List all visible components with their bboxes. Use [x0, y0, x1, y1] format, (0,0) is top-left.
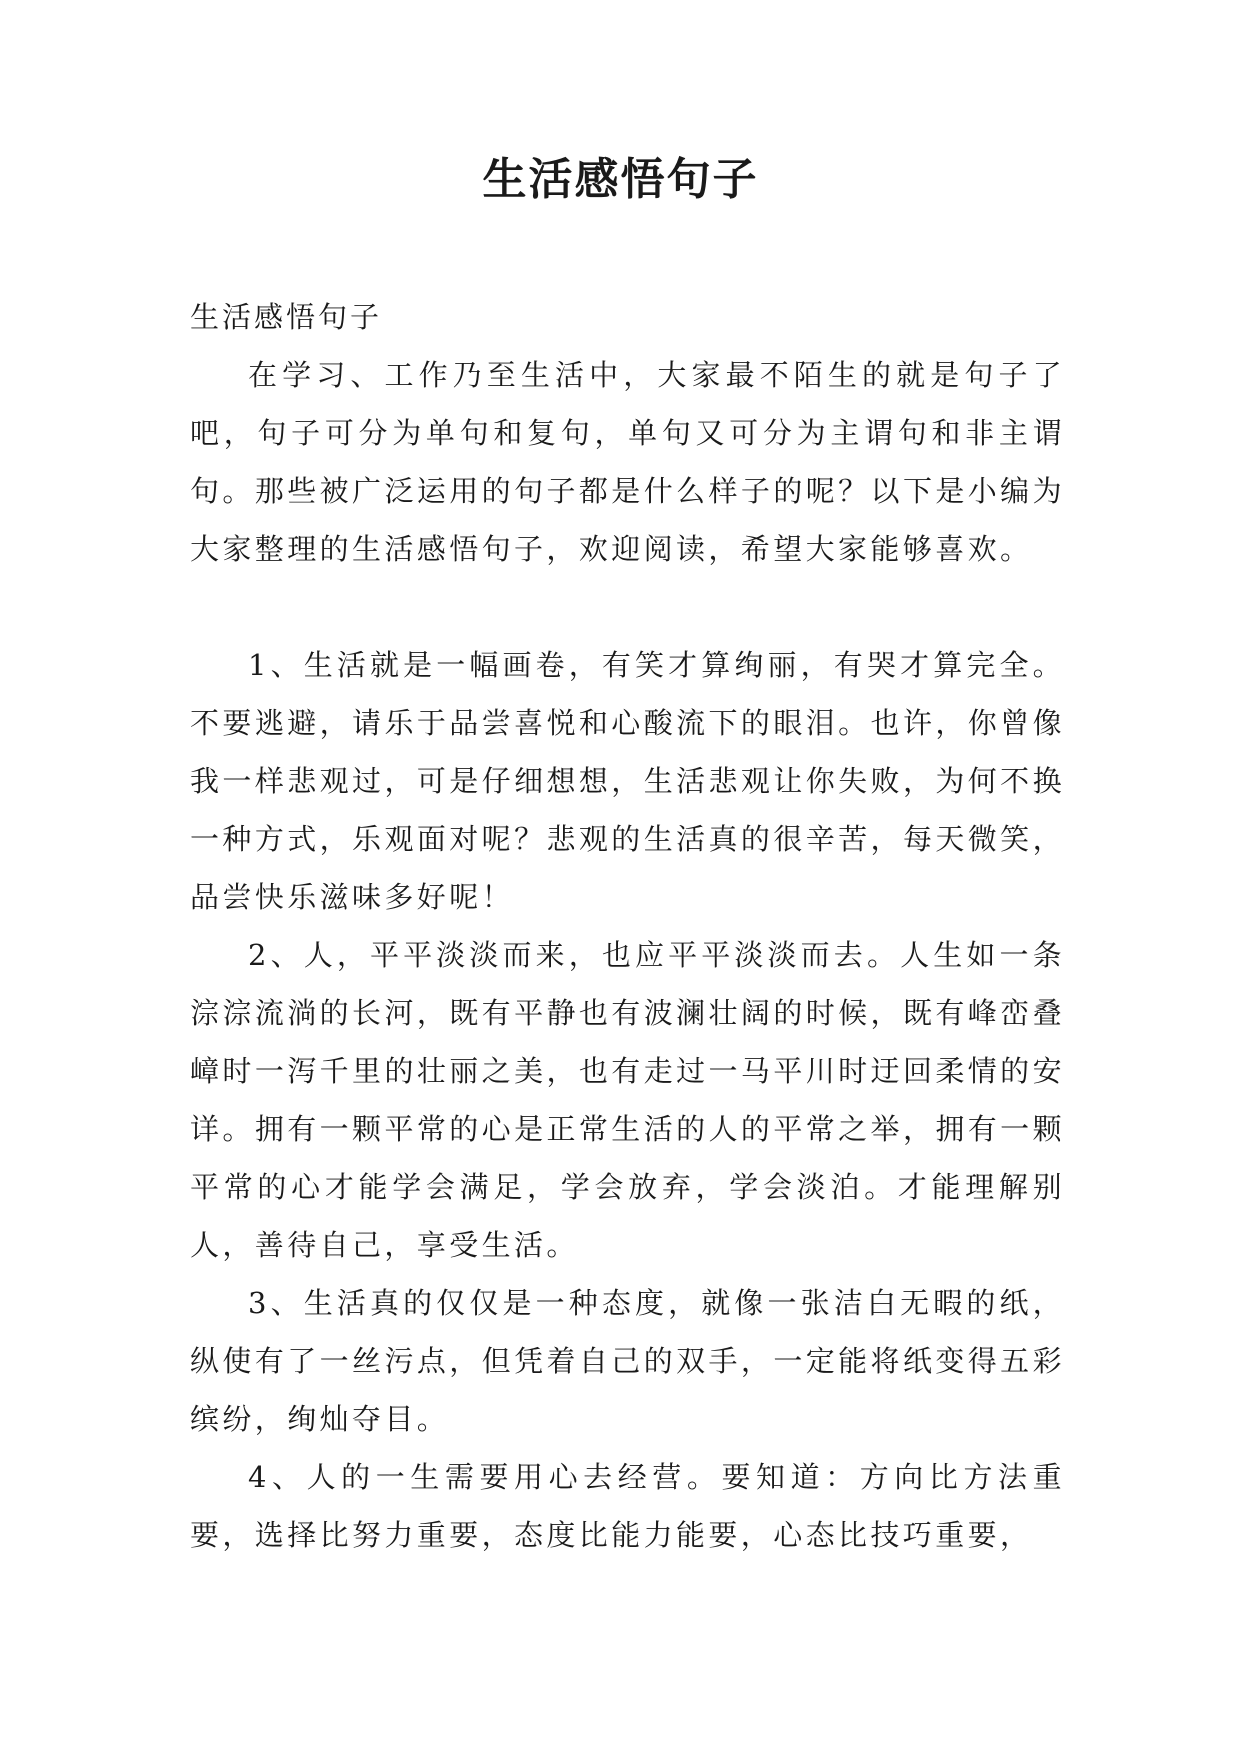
intro-paragraph: 在学习、工作乃至生活中，大家最不陌生的就是句子了吧，句子可分为单句和复句，单句又可分为主谓句和非主谓句。那些被广泛运用的句子都是什么样子的呢？以下是小编为大家整理的生活感悟句子，欢迎阅读，希望大家能够喜欢。 — [190, 358, 1065, 566]
document-subtitle: 生活感悟句子 — [190, 300, 383, 334]
list-item: 1、生活就是一幅画卷，有笑才算绚丽，有哭才算完全。不要逃避，请乐于品尝喜悦和心酸流下的眼泪。也许，你曾像我一样悲观过，可是仔细想想，生活悲观让你失败，为何不换一种方式，乐观面对呢？悲观的生活真的很辛苦，每天微笑，品尝快乐滋味多好呢！ — [190, 648, 1065, 914]
paragraph-spacer — [190, 578, 1065, 636]
list-item: 3、生活真的仅仅是一种态度，就像一张洁白无暇的纸，纵使有了一丝污点，但凭着自己的双手，一定能将纸变得五彩缤纷，绚灿夺目。 — [190, 1286, 1065, 1436]
list-item: 4、人的一生需要用心去经营。要知道：方向比方法重要，选择比努力重要，态度比能力能要，心态比技巧重要， — [190, 1460, 1065, 1552]
document-title: 生活感悟句子 — [482, 154, 759, 205]
document-body — [190, 288, 1065, 1564]
list-item: 2、人，平平淡淡而来，也应平平淡淡而去。人生如一条淙淙流淌的长河，既有平静也有波澜壮阔的时候，既有峰峦叠嶂时一泻千里的壮丽之美，也有走过一马平川时迂回柔情的安详。拥有一颗平常的心是正常生活的人的平常之举，拥有一颗平常的心才能学会满足，学会放弃，学会淡泊。才能理解别人，善待自己，享受生活。 — [190, 938, 1065, 1262]
